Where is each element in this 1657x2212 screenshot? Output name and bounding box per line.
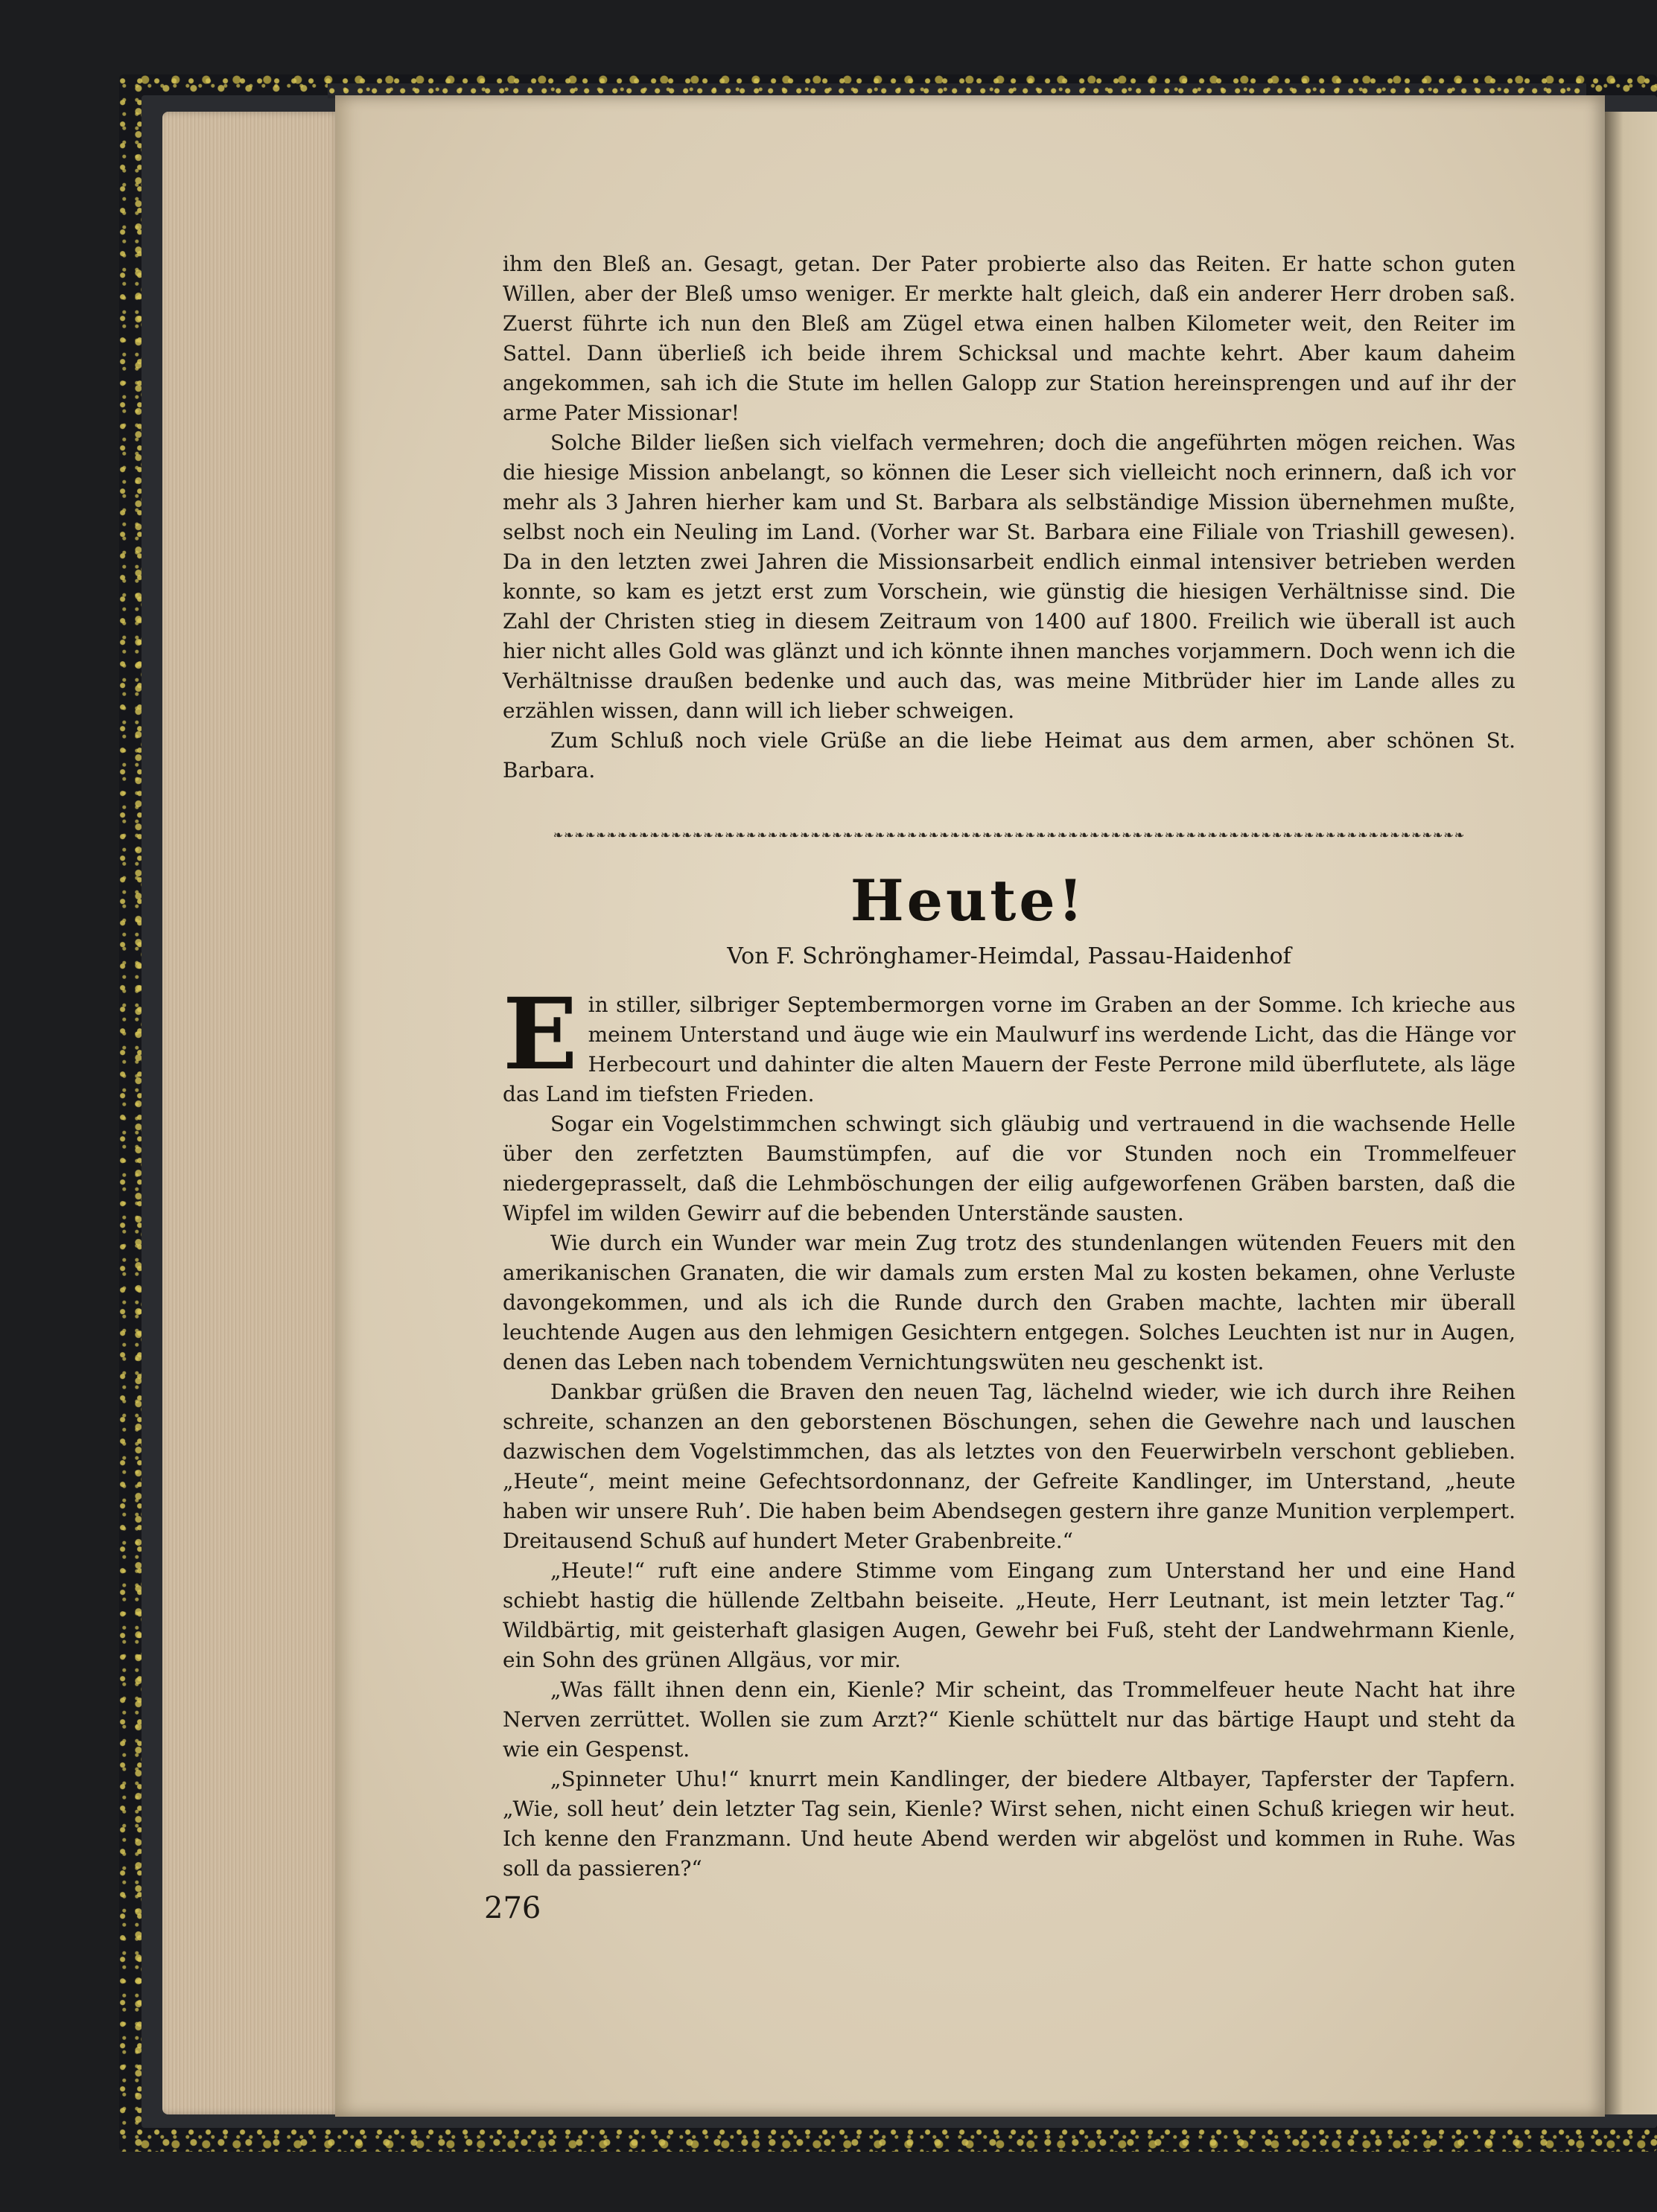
paragraph: Sogar ein Vogelstimmchen schwingt sich gläubig und vertrauend in die wachsende Helle über den zerfetzten Baumstümpfen, auf die vor Stunden noch ein Trommelfeuer niedergeprasselt, daß die Lehmböschungen der eilig aufgeworfenen Gräben barsten, daß die Wipfel im wilden Gewirr auf die bebenden Unterstände sausten. bbox=[503, 1112, 1516, 1225]
article-title: Heute! bbox=[850, 867, 1087, 934]
paragraph: ihm den Bleß an. Gesagt, getan. Der Pater probierte also das Reiten. Er hatte schon guten Willen, aber der Bleß umso weniger. Er merkte halt gleich, daß ein anderer Herr droben saß. Zuerst führte ich nun den Bleß am Zügel etwa einen halben Kilometer weit, den Reiter im Sattel. Dann überließ ich beide ihrem Schicksal und machte kehrt. Aber kaum daheim angekommen, sah ich die Stute im hellen Galopp zur Station hereinsprengen und auf ihr der arme Pater Missionar! bbox=[503, 252, 1516, 425]
paragraph: „Was fällt ihnen denn ein, Kienle? Mir scheint, das Trommelfeuer heute Nacht hat ihre Nerven zerrüttet. Wollen sie zum Arzt?“ Kienle schüttelt nur das bärtige Haupt und steht da wie ein Gespenst. bbox=[503, 1677, 1516, 1762]
article-body bbox=[503, 977, 1516, 1884]
first-paragraph bbox=[503, 977, 1516, 1109]
ornamental-divider: ❧❧❧❧❧❧❧❧❧❧❧❧❧❧❧❧❧❧❧❧❧❧❧❧❧❧❧❧❧❧❧❧❧❧❧❧❧❧❧❧❧❧❧❧❧❧❧❧❧❧❧❧❧❧❧❧❧❧❧❧❧❧❧❧❧❧❧❧❧❧❧❧❧❧❧❧❧❧❧❧❧❧❧❧❧ bbox=[553, 828, 1466, 842]
drop-cap: E bbox=[503, 977, 578, 1092]
page-edges bbox=[162, 112, 341, 2114]
next-page-edge bbox=[1605, 112, 1657, 2114]
continuation-text bbox=[503, 249, 1516, 785]
article-byline: Von F. Schrönghamer-Heimdal, Passau-Haidenhof bbox=[727, 943, 1291, 969]
paragraph: Zum Schluß noch viele Grüße an die liebe Heimat aus dem armen, aber schönen St. Barbara. bbox=[503, 728, 1516, 783]
paragraph: „Heute!“ ruft eine andere Stimme vom Eingang zum Unterstand her und eine Hand schiebt hastig die hüllende Zeltbahn beiseite. „Heute, Herr Leutnant, ist mein letzter Tag.“ Wildbärtig, mit geisterhaft glasigen Augen, Gewehr bei Fuß, steht der Landwehrmann Kienle, ein Sohn des grünen Allgäus, vor mir. bbox=[503, 1558, 1516, 1672]
paragraph: Wie durch ein Wunder war mein Zug trotz des stundenlangen wütenden Feuers mit den amerikanischen Granaten, die wir damals zum ersten Mal zu kosten bekamen, ohne Verluste davongekommen, und als ich die Runde durch den Graben machte, lachten mir überall leuchtende Augen aus den lehmigen Gesichtern entgegen. Solches Leuchten ist nur in Augen, denen das Leben nach tobendem Vernichtungswüten neu geschenkt ist. bbox=[503, 1231, 1516, 1374]
paragraph: Solche Bilder ließen sich vielfach vermehren; doch die angeführten mögen reichen. Was die hiesige Mission anbelangt, so können die Leser sich vielleicht noch erinnern, daß ich vor mehr als 3 Jahren hierher kam und St. Barbara als selbständige Mission übernehmen mußte, selbst noch ein Neuling im Land. (Vorher war St. Barbara eine Filiale von Triashill gewesen). Da in den letzten zwei Jahren die Missionsarbeit endlich einmal intensiver betrieben werden konnte, so kam es jetzt erst zum Vorschein, wie günstig die hiesigen Verhältnisse sind. Die Zahl der Christen stieg in diesem Zeitraum von 1400 auf 1800. Freilich wie überall ist auch hier nicht alles Gold was glänzt und ich könnte ihnen manches vorjammern. Doch wenn ich die Verhältnisse draußen bedenke und auch das, was meine Mitbrüder hier im Lande alles zu erzählen wissen, dann will ich lieber schweigen. bbox=[503, 430, 1516, 723]
paragraph: „Spinneter Uhu!“ knurrt mein Kandlinger, der biedere Altbayer, Tapferster der Tapfern. „Wie, soll heut’ dein letzter Tag sein, Kienle? Wirst sehen, nicht einen Schuß kriegen wir heut. Ich kenne den Franzmann. Und heute Abend werden wir abgelöst und kommen in Ruhe. Was soll da passieren?“ bbox=[503, 1767, 1516, 1881]
first-paragraph-text: in stiller, silbriger Septembermorgen vorne im Graben an der Somme. Ich krieche aus meinem Unterstand und äuge wie ein Maulwurf ins werdende Licht, das die Hänge vor Herbecourt und dahinter die alten Mauern der Feste Perrone mild überflutete, als läge das Land im tiefsten Frieden. bbox=[503, 992, 1516, 1106]
page-number: 276 bbox=[484, 1891, 541, 1925]
paragraph: Dankbar grüßen die Braven den neuen Tag, lächelnd wieder, wie ich durch ihre Reihen schreite, schanzen an den geborstenen Böschungen, sehen die Gewehre nach und lauschen dazwischen dem Vogelstimmchen, das als letztes von den Feuerwirbeln verschont geblieben. „Heute“, meint meine Gefechtsordonnanz, der Gefreite Kandlinger, im Unterstand, „heute haben wir unsere Ruh’. Die haben beim Abendsegen gestern ihre ganze Munition verplempert. Dreitausend Schuß auf hundert Meter Grabenbreite.“ bbox=[503, 1380, 1516, 1553]
